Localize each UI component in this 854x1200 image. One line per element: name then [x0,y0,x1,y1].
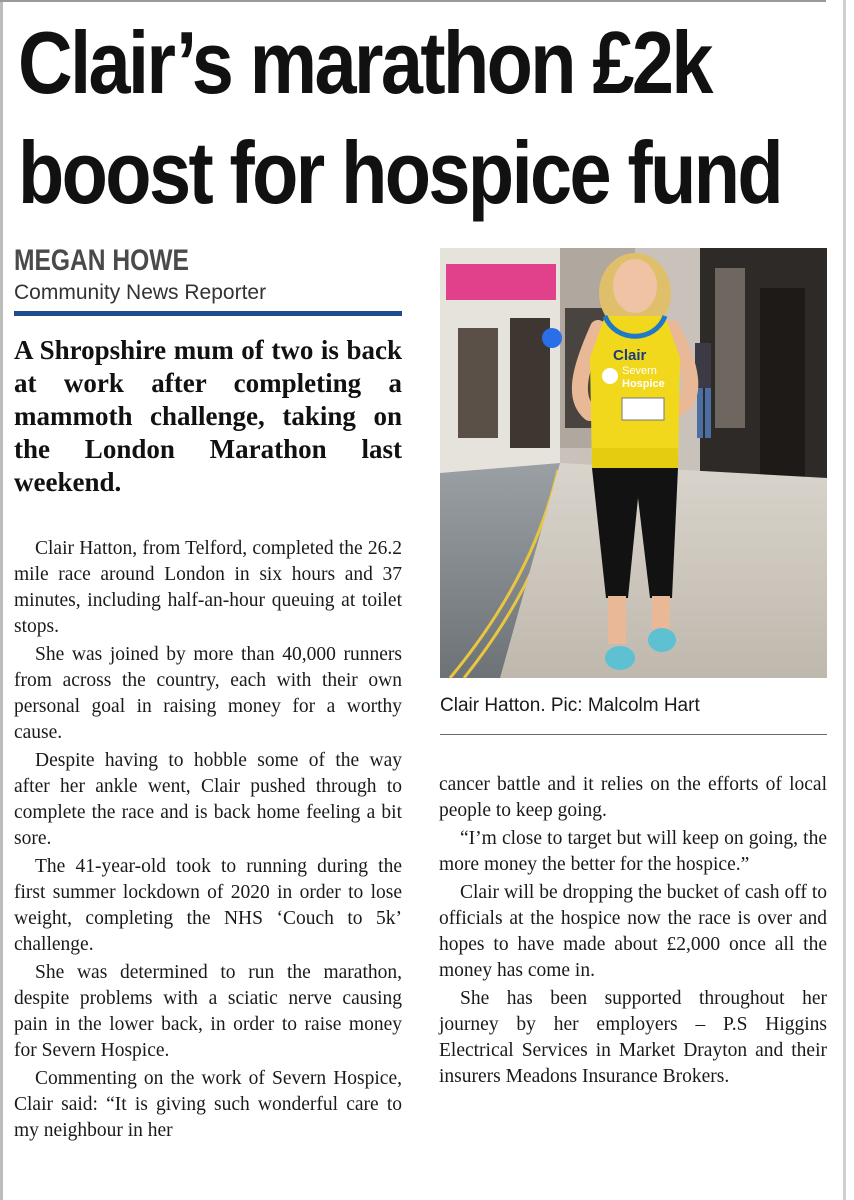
headline [18,8,782,228]
body-paragraph: She was determined to run the marathon, despite problems with a sciatic nerve causing pain in the lower back, in order to raise money for Severn Hospice. [14,962,402,1061]
vest-name-text: Clair [613,347,647,364]
body-paragraph: cancer battle and it relies on the efforts of local people to keep going. [439,774,827,821]
body-paragraph: “I’m close to target but will keep on going, the more money the better for the hospice.” [439,828,827,875]
body-paragraph: Despite having to hobble some of the way after her ankle went, Clair pushed through to complete the race and is back home feeling a bit sore. [14,750,402,849]
page-edge-top [0,0,826,2]
caption-rule [440,734,827,735]
standfirst: A Shropshire mum of two is back at work after completing a mammoth challenge, taking on the London Marathon last weekend. [14,335,402,497]
body-paragraph: The 41-year-old took to running during the first summer lockdown of 2020 in order to lose weight, completing the NHS ‘Couch to 5k’ challenge. [14,856,402,955]
body-paragraph: Clair Hatton, from Telford, completed the 26.2 mile race around London in six hours and 37 minutes, including half-an-hour queuing at toilet stops. [14,538,402,637]
headline-line-2: boost for hospice fund [18,123,782,222]
body-column-right [439,772,827,1092]
page-edge-right [843,0,846,1200]
body-paragraph: Clair will be dropping the bucket of cash off to officials at the hospice now the race is over and hopes to have made about £2,000 once all the money has come in. [439,882,827,981]
vest-logo-line-2: Hospice [622,378,665,390]
byline-name: MEGAN HOWE [14,244,189,277]
byline-role: Community News Reporter [14,281,267,304]
body-paragraph: She was joined by more than 40,000 runners from across the country, each with their own personal goal in raising money for a worthy cause. [14,644,402,743]
runner-photo [440,248,827,678]
vest-logo-line-1: Severn [622,365,657,377]
body-paragraph: Commenting on the work of Severn Hospice, Clair said: “It is giving such wonderful care to my neighbour in her [14,1068,402,1141]
body-paragraph: She has been supported throughout her journey by her employers – P.S Higgins Electrical Services in Market Drayton and their insurers Meadons Insurance Brokers. [439,988,827,1087]
headline-line-1: Clair’s marathon £2k [18,13,711,112]
byline-rule [14,311,402,316]
photo-caption: Clair Hatton. Pic: Malcolm Hart [440,695,700,716]
page-edge-left [0,0,3,1200]
body-column-left [14,536,402,1146]
